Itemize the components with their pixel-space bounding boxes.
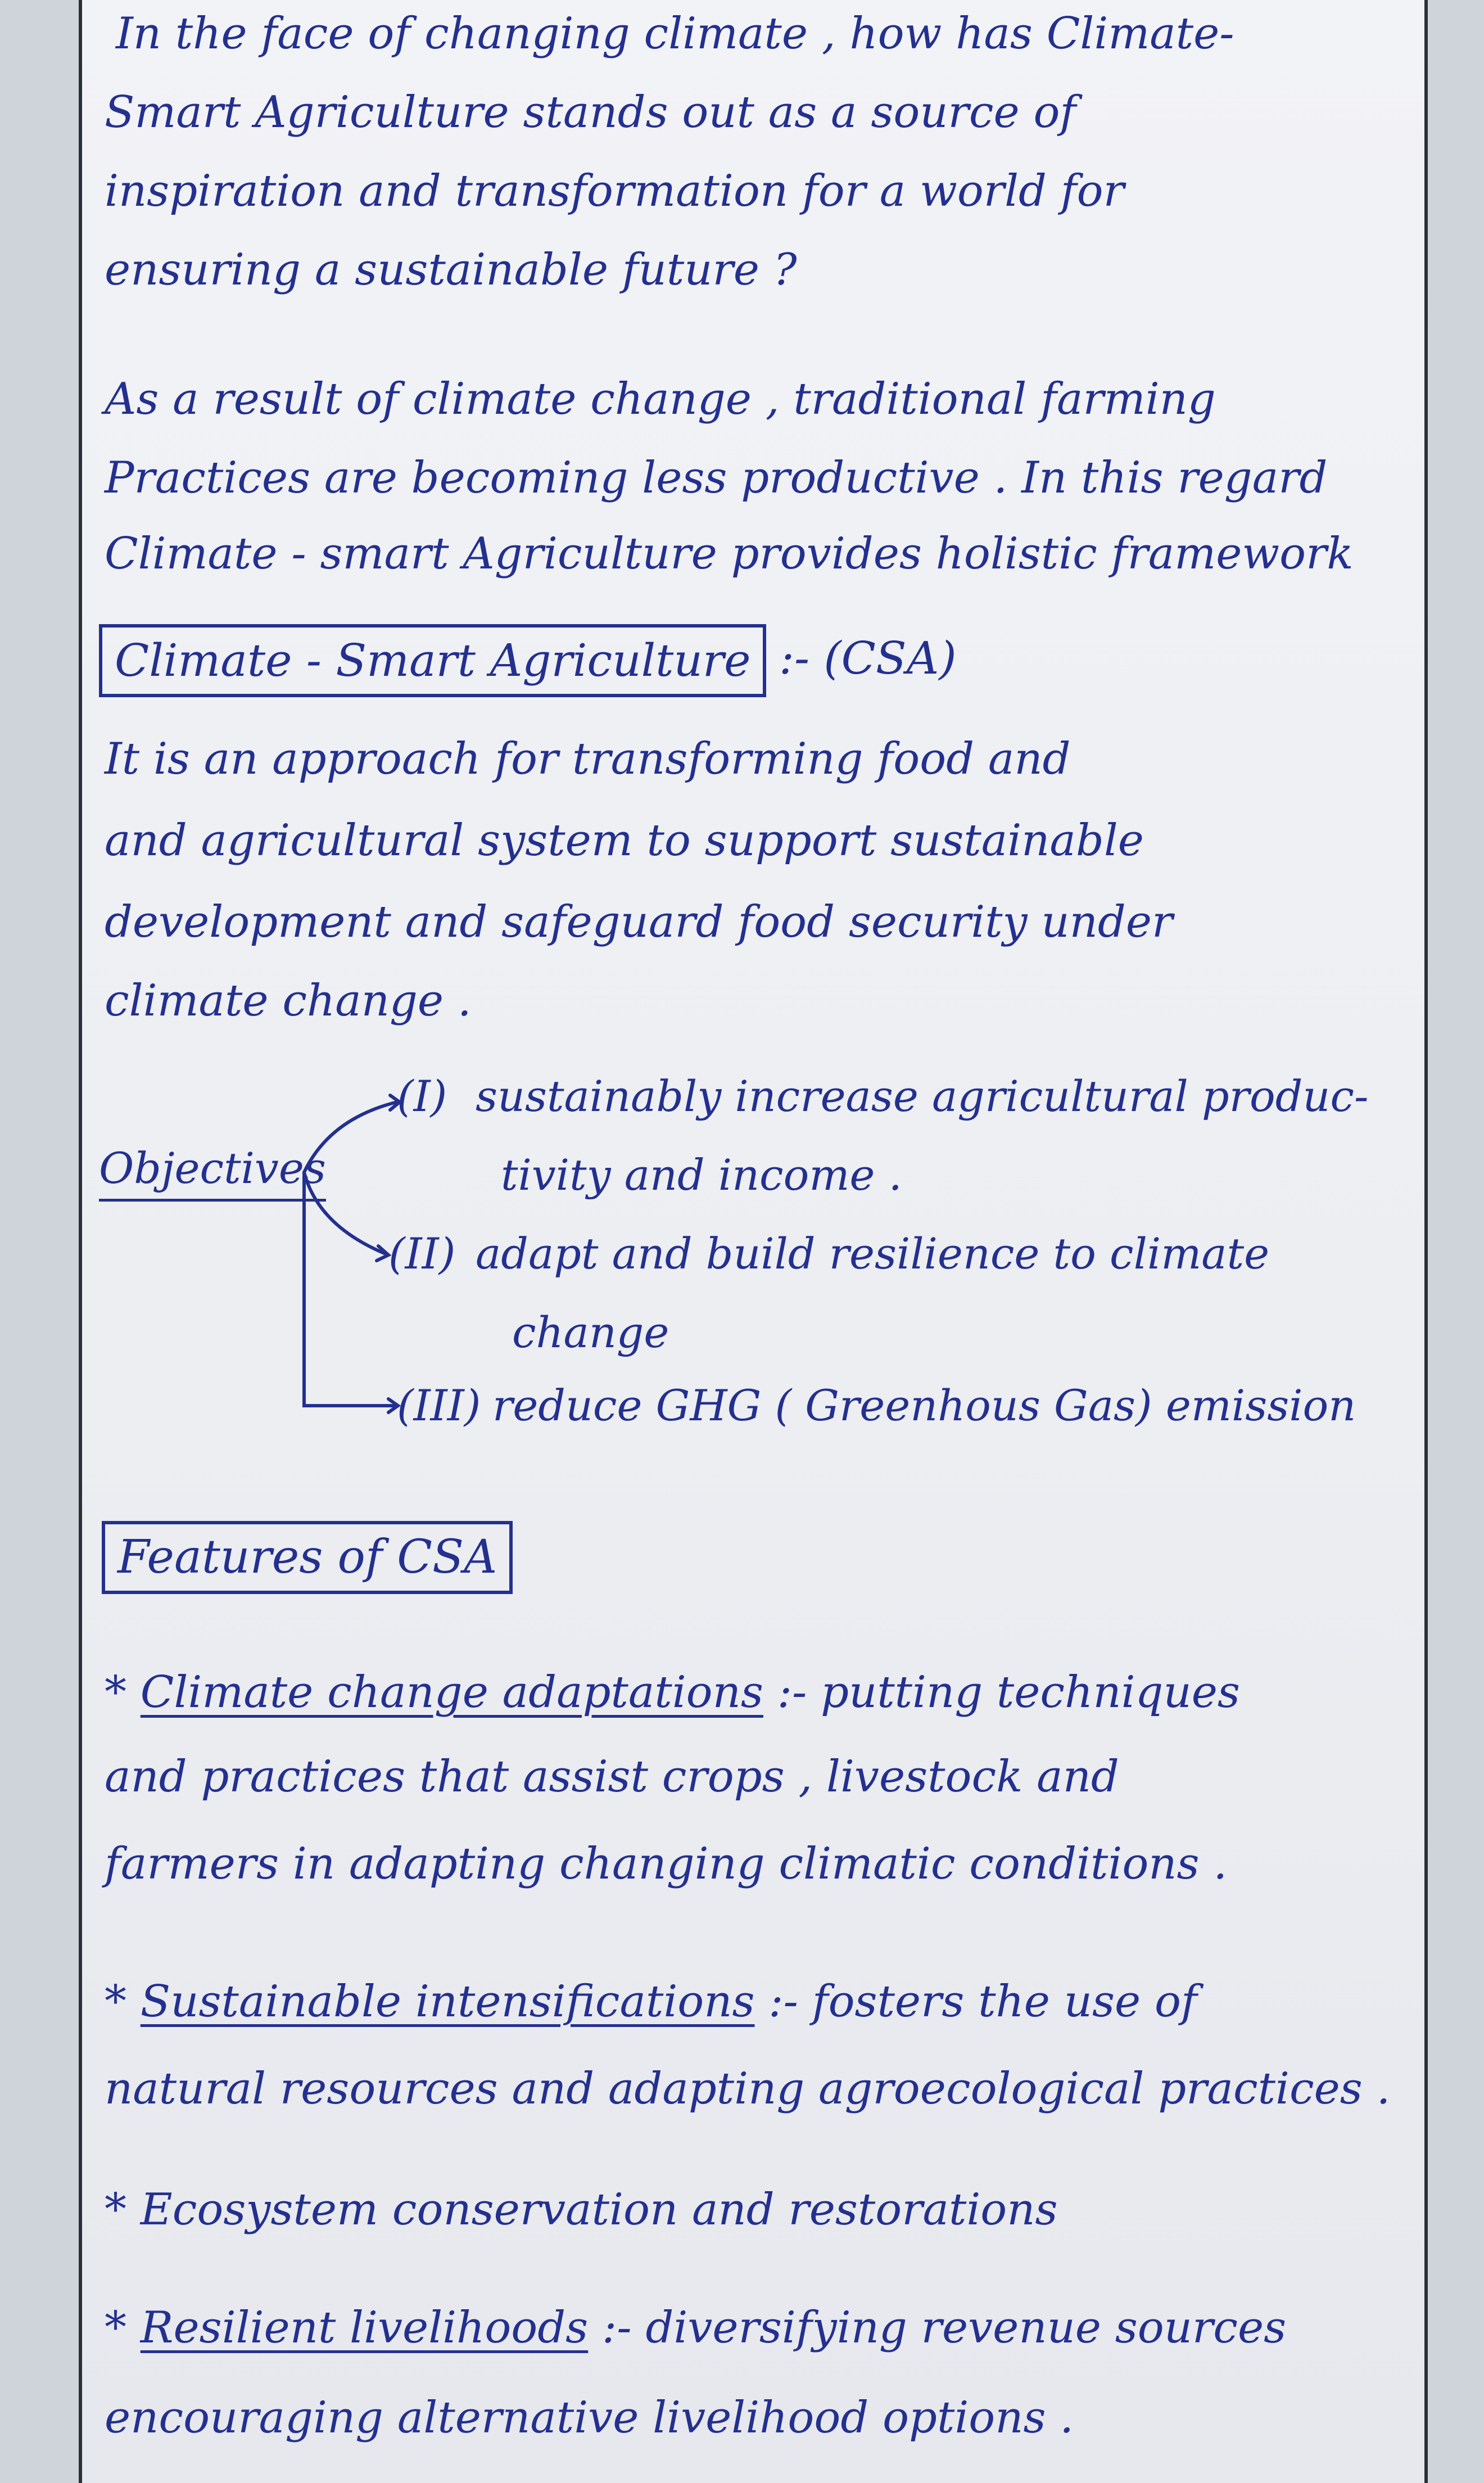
features-heading-box: Features of CSA	[102, 1521, 513, 1594]
objective-2-line-1: adapt and build resilience to climate	[476, 1229, 1270, 1279]
objectives-label: Objectives	[99, 1140, 326, 1202]
objective-1-number: (I)	[397, 1071, 447, 1121]
feature-1-heading: Climate change adaptations	[140, 1667, 763, 1718]
feature-1-separator: :-	[777, 1667, 807, 1718]
objective-2-number: (II)	[388, 1229, 456, 1279]
feature-2-line	[105, 1974, 1197, 2030]
objective-2-line-2: change	[512, 1307, 669, 1357]
question-line-1: In the face of changing climate , how has Climate-	[116, 8, 1234, 59]
feature-3-bullet: *	[105, 2184, 126, 2235]
definition-line-3: development and safeguard food security under	[105, 897, 1173, 947]
feature-4-heading: Resilient livelihoods	[140, 2303, 589, 2353]
objective-3-line-1: reduce GHG ( Greenhous Gas) emission	[492, 1380, 1356, 1430]
definition-line-1: It is an approach for transforming food and	[105, 734, 1071, 784]
notebook-page	[79, 0, 1428, 2483]
feature-2-cont-1: natural resources and adapting agroecological practices .	[105, 2064, 1391, 2114]
feature-1-text: putting techniques	[821, 1667, 1240, 1718]
question-line-3: inspiration and transformation for a world for	[105, 166, 1124, 216]
feature-2-text: fosters the use of	[812, 1976, 1197, 2027]
question-line-4: ensuring a sustainable future ?	[105, 245, 797, 295]
feature-3-text: Ecosystem conservation and restorations	[140, 2184, 1058, 2235]
feature-2-separator: :-	[768, 1976, 798, 2027]
feature-4-text: diversifying revenue sources	[645, 2303, 1287, 2353]
feature-4-bullet: *	[105, 2303, 126, 2353]
objective-1-line-1: sustainably increase agricultural produc-	[476, 1071, 1369, 1121]
feature-2-heading: Sustainable intensifications	[140, 1976, 755, 2027]
intro-line-3: Climate - smart Agriculture provides holistic framework	[105, 529, 1354, 579]
feature-4-line	[105, 2300, 1286, 2356]
feature-1-cont-1: and practices that assist crops , livestock and	[105, 1751, 1119, 1802]
definition-line-2: and agricultural system to support sustainable	[105, 815, 1144, 866]
feature-1-bullet: *	[105, 1667, 126, 1718]
objective-3-number: (III)	[397, 1380, 481, 1430]
csa-heading-box: Climate - Smart Agriculture	[99, 624, 766, 697]
feature-3-line	[105, 2182, 1058, 2238]
intro-line-1: As a result of climate change , traditional farming	[105, 374, 1216, 425]
feature-1-line	[105, 1664, 1240, 1721]
question-line-2: Smart Agriculture stands out as a source of	[105, 87, 1076, 138]
objective-1-line-2: tivity and income .	[501, 1150, 902, 1200]
feature-2-bullet: *	[105, 1976, 126, 2027]
feature-1-cont-2: farmers in adapting changing climatic conditions .	[105, 1839, 1228, 1889]
csa-heading-suffix: :- (CSA)	[779, 632, 957, 684]
feature-4-separator: :-	[602, 2303, 632, 2353]
definition-line-4: climate change .	[105, 976, 472, 1026]
intro-line-2: Practices are becoming less productive . In this regard	[105, 453, 1328, 503]
feature-4-cont-1: encouraging alternative livelihood options .	[105, 2392, 1074, 2443]
